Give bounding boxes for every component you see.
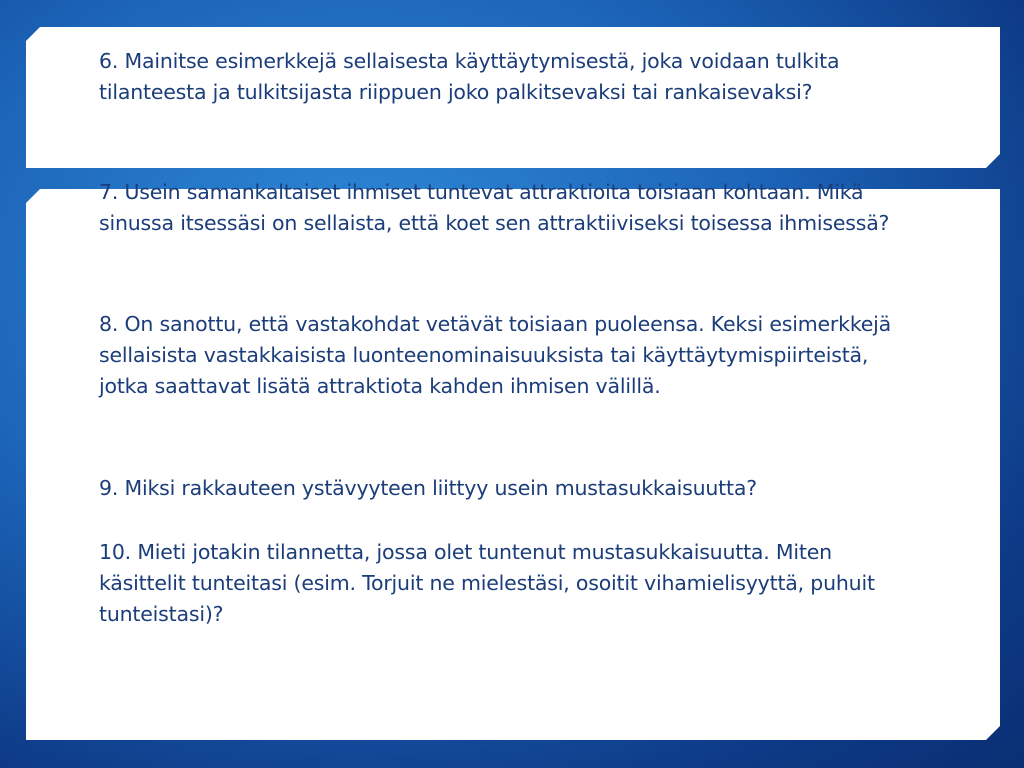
- question-7-text: 7. Usein samankaltaiset ihmiset tuntevat attraktioita toisiaan kohtaan. Mikä sinussa itsessäsi on sellaista, että koet sen attraktiiviseksi toisessa ihmisessä?: [99, 180, 890, 235]
- question-6-text: 6. Mainitse esimerkkejä sellaisesta käyttäytymisestä, joka voidaan tulkita tilanteesta ja tulkitsijasta riippuen joko palkitsevaksi tai rankaisevaksi?: [99, 49, 840, 104]
- bottom-content-panel: [26, 189, 1000, 740]
- question-9-text: 9. Miksi rakkauteen ystävyyteen liittyy usein mustasukkaisuutta?: [99, 476, 757, 500]
- question-10-text: 10. Mieti jotakin tilannetta, jossa olet tuntenut mustasukkaisuutta. Miten käsittelit tunteitasi (esim. Torjuit ne mielestäsi, osoitit vihamielisyyttä, puhuit tunteistasi)?: [99, 540, 875, 626]
- question-8-text: 8. On sanottu, että vastakohdat vetävät toisiaan puoleensa. Keksi esimerkkejä sellaisista vastakkaisista luonteenominaisuuksista tai käyttäytymispiirteistä, jotka saattavat lisätä attraktiota kahden ihmisen välillä.: [99, 312, 892, 398]
